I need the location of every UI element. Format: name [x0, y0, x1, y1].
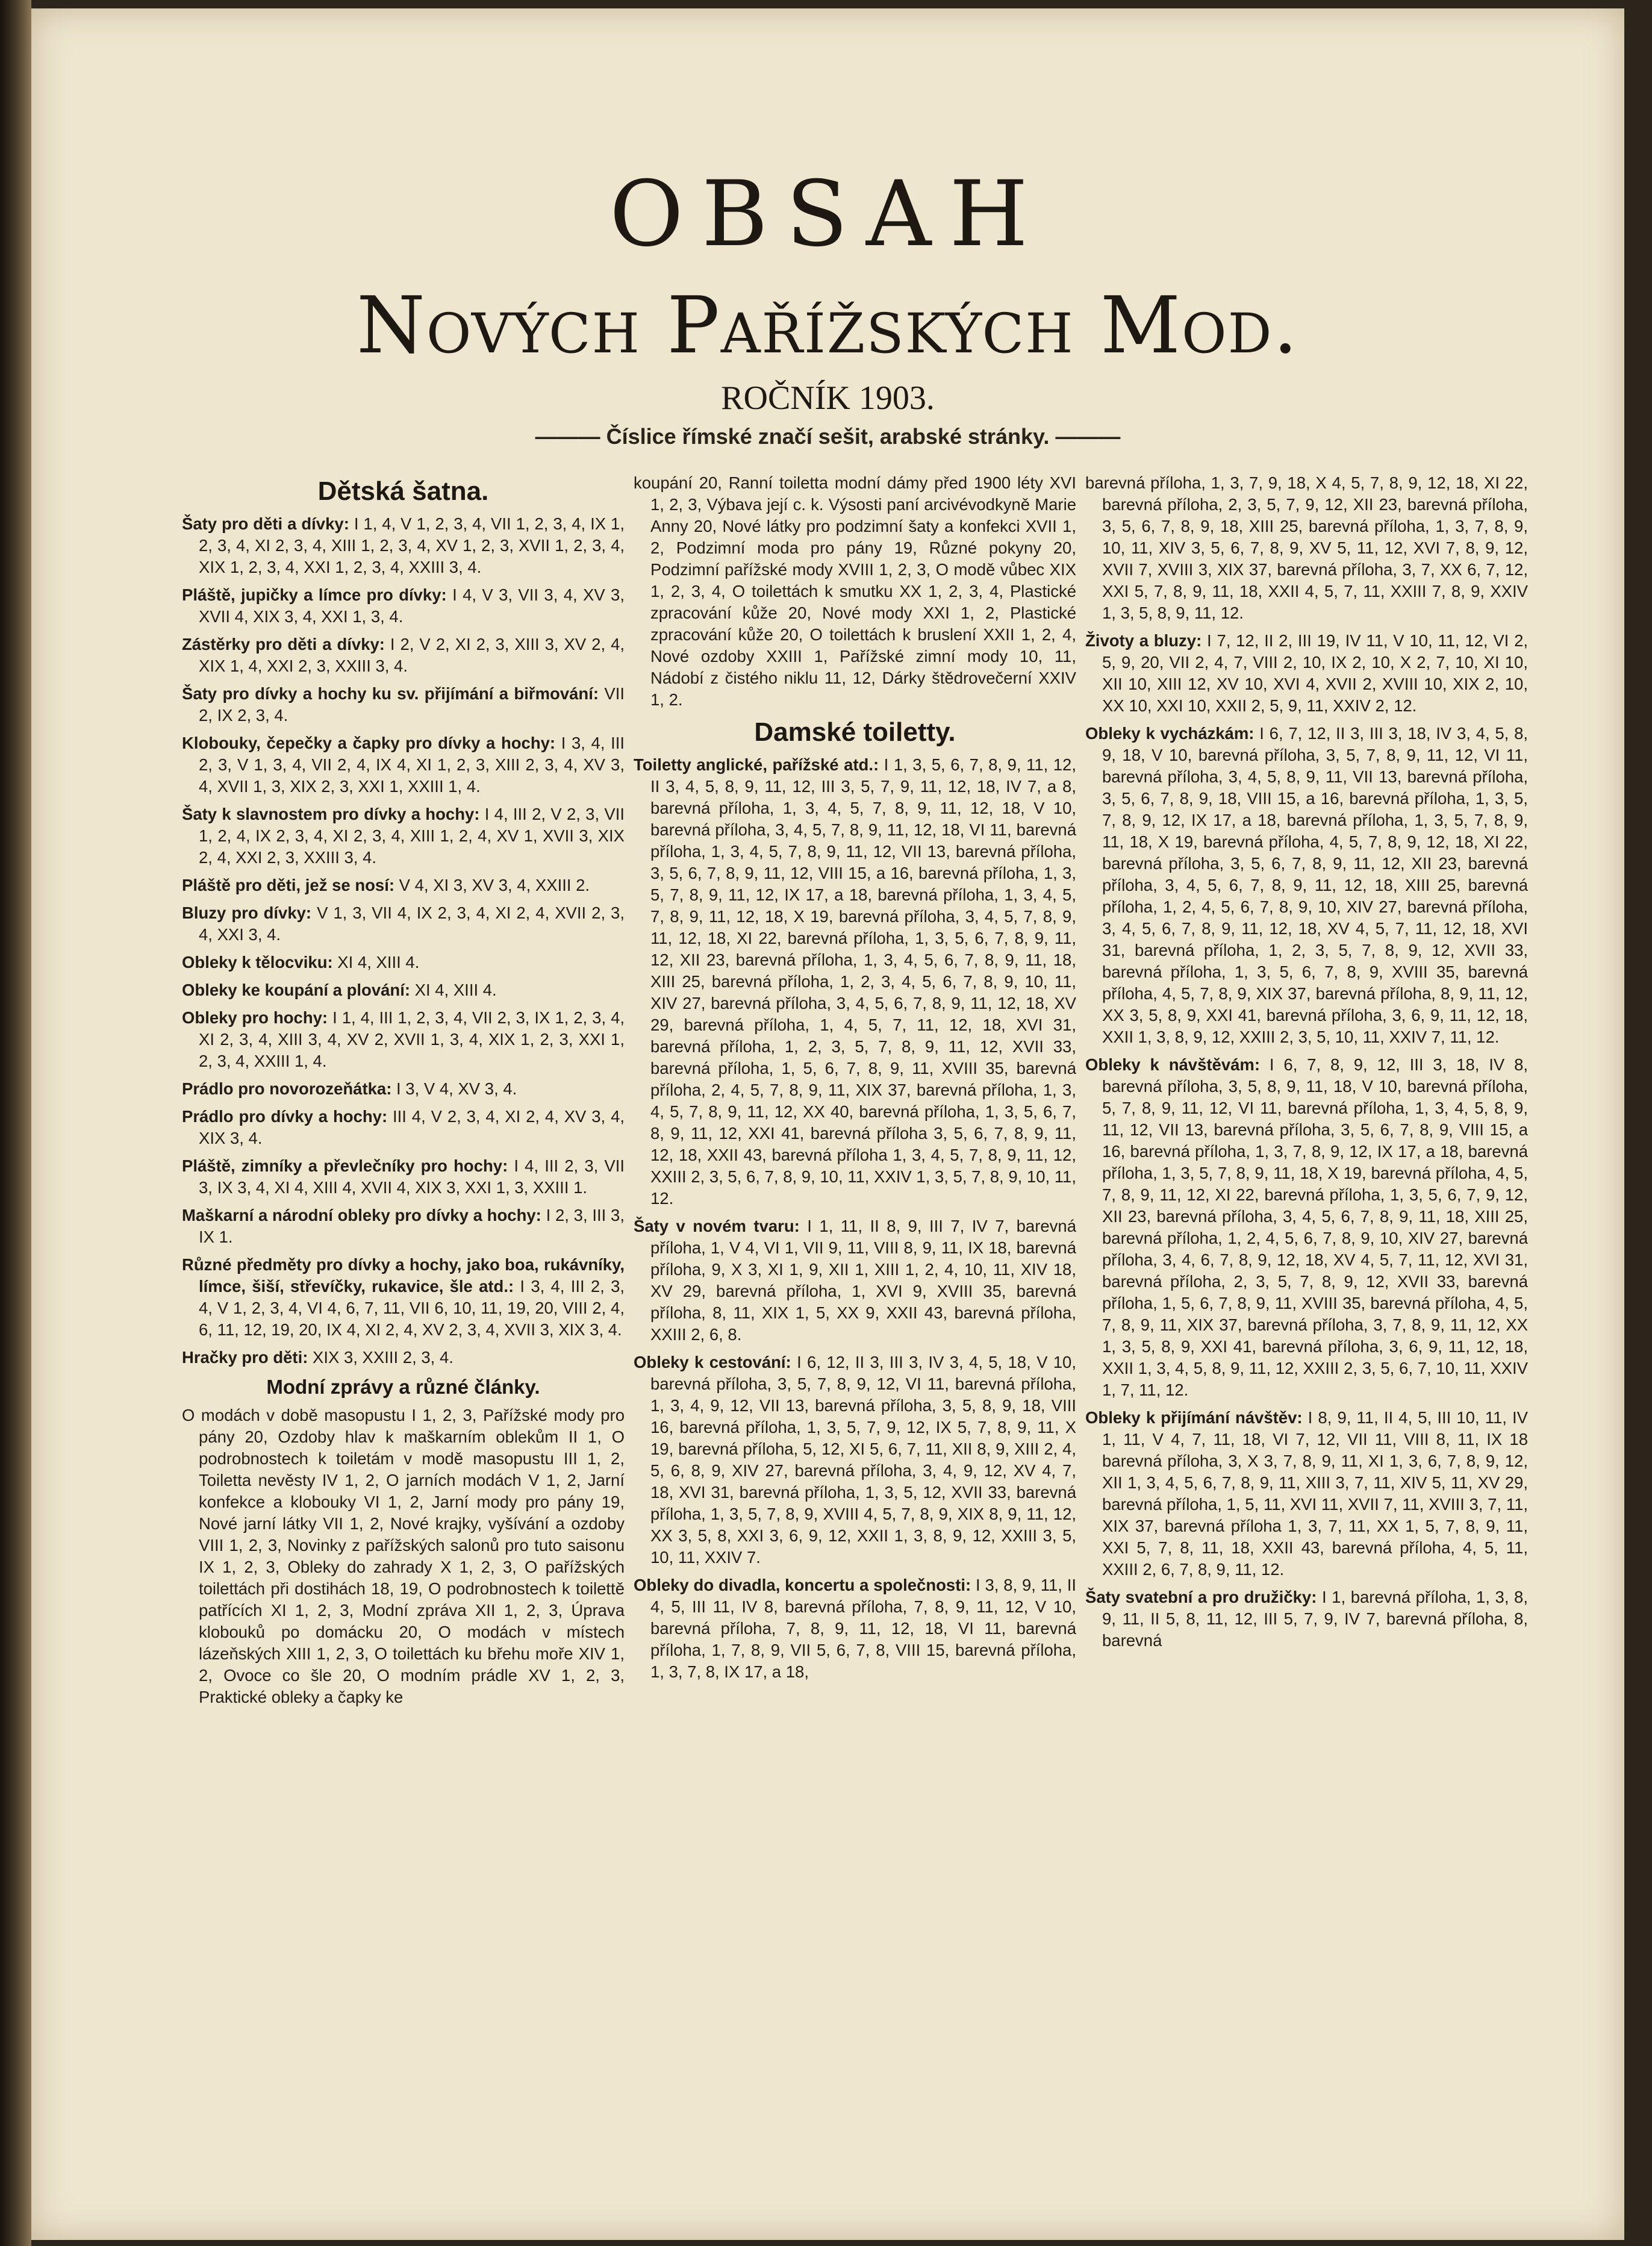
numbering-note: ——— Číslice římské značí sešit, arabské stránky. ——— — [535, 424, 1121, 449]
index-entry — [182, 1007, 625, 1072]
index-entry — [182, 584, 625, 628]
index-entry — [182, 513, 625, 578]
entry-references: I 7, 12, II 2, III 19, IV 11, V 10, 11, 12, VI 2, 5, 9, 20, VII 2, 4, 7, VIII 2, 10, IX 2, 10, X 2, 7, 10, XI 10, XII 10, XIII 12, XV 10, XVI 4, XVII 2, XVIII 10, XIX 2, 10, XX 10, XXI 10, XXII 2, 5, 9, 11, XXIV 2, 12. — [1102, 631, 1528, 715]
index-entry — [182, 875, 625, 896]
index-entry — [634, 1352, 1076, 1568]
index-entry — [182, 902, 625, 946]
volume-year: ROČNÍK 1903. — [721, 379, 935, 417]
entry-label: Pláště, jupičky a límce pro dívky: — [182, 585, 447, 604]
entry-label: Pláště, zimníky a převlečníky pro hochy: — [182, 1156, 508, 1175]
entry-references: I 8, 9, 11, II 4, 5, III 10, 11, IV 1, 11, V 4, 7, 11, 18, VI 7, 12, VII 11, VIII 8, 11, IX 18 barevná příloha, 3, X 3, 7, 8, 9, 11, XI 1, 3, 6, 7, 8, 9, 12, XII 1, 3, 4, 5, 6, 7, 8, 9, 11, XIII 3, 7, 11, XIV 5, 11, XV 29, barevná příloha, 1, 5, 11, XVI 11, XVII 7, 11, XVIII 3, 7, 11, XIX 37, barevná příloha 1, 3, 7, 11, XX 1, 5, 7, 8, 9, 11, XXI 5, 7, 8, 11, 18, XXII 43, barevná příloha, 4, 5, 11, XXIII 2, 6, 7, 8, 9, 11, 12. — [1102, 1408, 1528, 1579]
entry-label: Obleky k cestování: — [634, 1353, 791, 1371]
entry-label: Obleky k návštěvám: — [1085, 1055, 1261, 1074]
column-2 — [634, 472, 1076, 2231]
entry-references: I 4, V 3, VII 3, 4, XV 3, XVII 4, XIX 3, 4, XXI 1, 3, 4. — [199, 585, 625, 626]
entry-references: V 4, XI 3, XV 3, 4, XXIII 2. — [399, 876, 590, 894]
entry-label: Obleky k tělocviku: — [182, 953, 333, 972]
entry-references: I 1, 11, II 8, 9, III 7, IV 7, barevná příloha, 1, V 4, VI 1, VII 9, 11, VIII 8, 9, 11, IX 18, barevná příloha, 9, X 3, XI 1, 9, XII 1, XIII 1, 2, 4, 10, 11, XIV 18, XV 29, barevná příloha, 1, XVI 9, XVIII 35, barevná příloha, 8, 11, XIX 1, 5, XX 9, XXII 43, barevná příloha, XXIII 2, 6, 8. — [650, 1217, 1076, 1344]
entry-references: I 2, 3, III 3, IX 1. — [199, 1206, 625, 1246]
index-entry — [182, 952, 625, 973]
index-entry — [182, 1254, 625, 1341]
index-entry — [634, 1215, 1076, 1346]
entry-references: I 3, 8, 9, 11, II 4, 5, III 11, IV 8, barevná příloha, 7, 8, 9, 11, 12, V 10, barevná příloha, 7, 8, 9, 11, 12, 18, VI 11, barevná příloha, 1, 7, 8, 9, VII 5, 6, 7, 8, VIII 15, barevná příloha, 1, 3, 7, 8, IX 17, a 18, — [650, 1576, 1076, 1681]
entry-references: I 6, 7, 8, 9, 12, III 3, 18, IV 8, barevná příloha, 3, 5, 8, 9, 11, 18, V 10, barevná příloha, 5, 7, 8, 9, 11, 12, VI 11, barevná příloha, 1, 3, 4, 5, 8, 9, 11, 12, VII 13, barevná příloha, 3, 5, 6, 7, 8, 9, VIII 15, a 16, barevná příloha, 1, 3, 7, 8, 9, 12, IX 17, a 18, barevná příloha, 1, 3, 5, 7, 8, 9, 11, 18, X 19, barevná příloha, 4, 5, 7, 8, 9, 11, 12, XI 22, barevná příloha, 1, 3, 5, 6, 7, 9, 12, XII 23, barevná příloha, 3, 4, 5, 6, 7, 8, 9, 11, 18, XIII 25, barevná příloha, 1, 2, 4, 5, 6, 7, 8, 9, 10, XIV 27, barevná příloha, 3, 4, 6, 7, 8, 9, 12, 18, XV 4, 5, 7, 11, 12, XVI 31, barevná příloha, 2, 3, 5, 7, 8, 9, 12, XVII 33, barevná příloha, 1, 5, 6, 7, 8, 9, 11, XVIII 35, barevná příloha, 4, 5, 7, 8, 9, 11, XIX 37, barevná příloha, 3, 7, 8, 9, 11, 12, XX 1, 3, 5, 8, 9, XXI 41, barevná příloha, 3, 6, 9, 11, 12, 18, XXII 1, 3, 4, 5, 8, 9, 11, 12, XXIII 2, 3, 5, 6, 7, 10, 11, XXIV 1, 7, 11, 12. — [1102, 1055, 1528, 1399]
entry-references: III 4, V 2, 3, 4, XI 2, 4, XV 3, 4, XIX 3, 4. — [199, 1107, 625, 1147]
articles-paragraph-continued: koupání 20, Ranní toiletta modní dámy před 1900 léty XVI 1, 2, 3, Výbava její c. k. Výsosti paní arcivévodkyně Marie Anny 20, Nové látky pro podzimní šaty a konfekci XVII 1, 2, Podzimní moda pro pány 19, Různé pokyny 20, Podzimní pařížské mody XVIII 1, 2, 3, O modě vůbec XIX 1, 2, 3, 4, O toilettách k smutku XX 1, 2, 3, 4, Plastické zpracování kůže 20, Nové mody XXI 1, 2, Plastické zpracování kůže 20, O toilettách k bruslení XXII 1, 2, 4, Nové ozdoby XXIII 1, Pařížské zimní mody 10, 11, Nádobí z čistého niklu 11, 12, Dárky štědrovečerní XXIV 1, 2. — [634, 473, 1076, 709]
entry-references: I 1, 3, 5, 6, 7, 8, 9, 11, 12, II 3, 4, 5, 8, 9, 11, 12, III 3, 5, 7, 9, 11, 12, 18, IV 7, a 8, barevná příloha, 1, 3, 4, 5, 7, 8, 9, 11, 12, 18, V 10, barevná příloha, 3, 4, 5, 7, 8, 9, 11, 12, 18, VI 11, barevná příloha, 1, 3, 4, 5, 7, 8, 9, 11, 12, VII 13, barevná příloha, 3, 5, 6, 7, 8, 9, 11, 12, VIII 15, a 16, barevná příloha, 1, 3, 5, 7, 8, 9, 11, 12, IX 17, a 18, barevná příloha, 1, 3, 4, 5, 7, 8, 9, 11, 12, 18, X 19, barevná příloha, 3, 4, 5, 7, 8, 9, 11, 12, 18, XI 22, barevná příloha, 1, 3, 5, 6, 7, 8, 9, 11, 12, XII 23, barevná příloha, 1, 3, 4, 5, 6, 7, 8, 9, 11, 18, XIII 25, barevná příloha, 1, 2, 3, 4, 5, 6, 7, 8, 9, 10, 11, XIV 27, barevná příloha, 3, 4, 5, 6, 7, 8, 9, 11, 12, 18, XV 29, barevná příloha, 1, 4, 5, 7, 11, 12, 18, XVI 31, barevná příloha, 1, 2, 3, 5, 7, 8, 9, 11, 12, XVII 33, barevná příloha, 1, 5, 6, 7, 8, 9, 11, XVIII 35, barevná příloha, 2, 4, 5, 7, 8, 9, 11, XIX 37, barevná příloha, 1, 3, 4, 5, 7, 8, 9, 11, 12, XX 40, barevná příloha, 1, 3, 5, 6, 7, 8, 9, 11, 12, XXI 41, barevná příloha 3, 5, 6, 7, 8, 9, 11, 12, 18, XXII 43, barevná příloha 1, 3, 4, 5, 7, 8, 9, 11, 12, XXIII 2, 3, 5, 6, 7, 8, 9, 10, 11, XXIV 1, 3, 5, 7, 8, 9, 10, 11, 12. — [650, 755, 1076, 1208]
index-entry — [182, 803, 625, 869]
entry-references: I 1, barevná příloha, 1, 3, 8, 9, 11, II 5, 8, 11, 12, III 5, 7, 9, IV 7, barevná příloha, 8, barevná — [1102, 1588, 1528, 1650]
index-entry — [1085, 1586, 1528, 1652]
index-entry — [182, 1106, 625, 1149]
column-3 — [1085, 472, 1528, 2231]
index-entry — [182, 1205, 625, 1248]
index-entry — [1085, 1407, 1528, 1580]
section-heading-fashion-news: Modní zprávy a různé články. — [266, 1376, 540, 1398]
index-entry — [182, 683, 625, 726]
entry-references: I 3, 4, III 2, 3, 4, V 1, 2, 3, 4, VI 4, 6, 7, 11, VII 6, 10, 11, 19, 20, VIII 2, 4, 6, 11, 12, 19, 20, IX 4, XI 2, 4, XV 2, 3, 4, XVII 3, XIX 3, 4. — [199, 1277, 625, 1339]
entry-label: Obleky pro hochy: — [182, 1008, 328, 1027]
entry-label: Obleky k vycházkám: — [1085, 724, 1255, 743]
index-entry — [182, 1347, 625, 1368]
entry-references: I 2, V 2, XI 2, 3, XIII 3, XV 2, 4, XIX 1, 4, XXI 2, 3, XXIII 3, 4. — [199, 635, 625, 675]
entry-references: XI 4, XIII 4. — [337, 953, 420, 972]
entry-label: Šaty pro děti a dívky: — [182, 514, 349, 533]
index-entry — [634, 1574, 1076, 1683]
section-heading-childrens-wear: Dětská šatna. — [317, 476, 489, 506]
index-entry — [1085, 1054, 1528, 1401]
entry-label: Obleky do divadla, koncertu a společnosti: — [634, 1576, 971, 1594]
page-subtitle: Nových Pařížských Mod. — [357, 279, 1299, 371]
entry-references: VII 2, IX 2, 3, 4. — [199, 684, 625, 725]
index-entry — [182, 634, 625, 677]
entry-label: Životy a bluzy: — [1085, 631, 1202, 650]
entry-references: I 3, 4, III 2, 3, V 1, 3, 4, VII 2, 4, IX 4, XI 1, 2, 3, XIII 2, 3, 4, XV 3, 4, XVII 1, 3, XIX 2, 3, XXI 1, XXIII 1, 4. — [199, 734, 625, 796]
book-spine-shadow — [0, 0, 31, 2246]
column-1 — [182, 472, 625, 2231]
entry-label: Hračky pro děti: — [182, 1348, 308, 1367]
document-page — [31, 8, 1624, 2240]
index-entry — [182, 1155, 625, 1199]
entry-label: Šaty v novém tvaru: — [634, 1217, 800, 1235]
entry-references: I 4, III 2, 3, VII 3, IX 3, 4, XI 4, XIII 4, XVII 4, XIX 3, XXI 1, 3, XXIII 1. — [199, 1156, 625, 1197]
entry-label: Obleky k přijímání návštěv: — [1085, 1408, 1303, 1427]
index-entry — [634, 754, 1076, 1209]
entry-label: Prádlo pro novorozeňátka: — [182, 1079, 392, 1098]
entry-label: Různé předměty pro dívky a hochy, jako boa, rukávníky, límce, šiší, střevíčky, rukavice, šle atd.: — [182, 1255, 625, 1296]
page-title: OBSAH — [609, 162, 1047, 267]
entry-references: I 1, 4, V 1, 2, 3, 4, VII 1, 2, 3, 4, IX 1, 2, 3, 4, XI 2, 3, 4, XIII 1, 2, 3, 4, XV 1, 2, 3, XVII 1, 2, 3, 4, XIX 1, 2, 3, 4, XXI 1, 2, 3, 4, XXIII 3, 4. — [199, 514, 625, 576]
index-entry — [1085, 723, 1528, 1048]
entry-references: XI 4, XIII 4. — [414, 981, 497, 999]
entry-references: I 6, 7, 12, II 3, III 3, 18, IV 3, 4, 5, 8, 9, 18, V 10, barevná příloha, 3, 5, 7, 8, 9, 11, 12, VI 11, barevná příloha, 3, 4, 5, 8, 9, 11, VII 13, barevná příloha, 3, 5, 6, 7, 8, 9, 18, VIII 15, a 16, barevná příloha, 1, 3, 5, 7, 8, 9, 12, IX 17, a 18, barevná příloha, 1, 3, 5, 7, 8, 9, 11, 18, X 19, barevná příloha, 4, 5, 7, 8, 9, 12, 18, XI 22, barevná příloha, 3, 5, 6, 7, 8, 9, 11, 12, XII 23, barevná příloha, 3, 4, 5, 6, 7, 8, 9, 11, 12, 18, XIII 25, barevná příloha, 1, 2, 4, 5, 6, 7, 8, 9, 10, XIV 27, barevná příloha, 3, 4, 5, 6, 7, 8, 9, 11, 12, 18, XV 4, 5, 7, 11, 12, 18, XVI 31, barevná příloha, 1, 2, 3, 5, 7, 8, 9, 12, XVII 33, barevná příloha, 1, 3, 5, 6, 7, 8, 9, XVIII 35, barevná příloha, 4, 5, 7, 8, 9, XIX 37, barevná příloha, 8, 9, 11, 12, XX 3, 5, 8, 9, XXI 41, barevná příloha, 3, 6, 9, 11, 12, 18, XXII 1, 3, 8, 9, 12, XXIII 2, 3, 5, 10, 11, XXIV 7, 11, 12. — [1102, 724, 1528, 1046]
entry-references: I 3, V 4, XV 3, 4. — [396, 1079, 517, 1098]
entry-references: I 4, III 2, V 2, 3, VII 1, 2, 4, IX 2, 3, 4, XI 2, 3, 4, XIII 1, 2, 4, XV 1, XVII 3, XIX 2, 4, XXI 2, 3, XXIII 3, 4. — [199, 805, 625, 867]
entry-label: Toiletty anglické, pařížské atd.: — [634, 755, 879, 774]
section-heading-ladies-toilettes: Damské toiletty. — [754, 717, 956, 747]
index-entry — [182, 732, 625, 797]
index-entry — [1085, 630, 1528, 717]
entry-references: XIX 3, XXIII 2, 3, 4. — [313, 1348, 454, 1367]
index-entry — [182, 1078, 625, 1100]
entry-references: I 1, 4, III 1, 2, 3, 4, VII 2, 3, IX 1, 2, 3, 4, XI 2, 3, 4, XIII 3, 4, XV 2, XVII 1, 3, 4, XIX 1, 2, 3, XXI 1, 2, 3, 4, XXIII 1, 4. — [199, 1008, 625, 1070]
entry-label: Obleky ke koupání a plování: — [182, 981, 410, 999]
entry-label: Pláště pro děti, jež se nosí: — [182, 876, 395, 894]
entry-label: Šaty k slavnostem pro dívky a hochy: — [182, 805, 480, 823]
index-entry — [182, 979, 625, 1001]
entry-references: V 1, 3, VII 4, IX 2, 3, 4, XI 2, 4, XVII 2, 3, 4, XXI 3, 4. — [199, 903, 625, 944]
entry-references: I 6, 12, II 3, III 3, IV 3, 4, 5, 18, V 10, barevná příloha, 3, 5, 7, 8, 9, 12, VI 11, barevná příloha, 1, 3, 4, 9, 12, VII 13, barevná příloha, 3, 5, 8, 9, 18, VIII 16, barevná příloha, 1, 3, 5, 7, 9, 12, IX 5, 7, 8, 9, 11, X 19, barevná příloha, 5, 12, XI 5, 6, 7, 11, XII 8, 9, XIII 2, 4, 5, 6, 8, 9, XIV 27, barevná příloha, 3, 4, 9, 12, XV 4, 7, 18, XVI 31, barevná příloha, 1, 3, 5, 12, XVII 33, barevná příloha, 1, 3, 5, 7, 8, 9, XVIII 4, 5, 7, 8, 9, XIX 8, 9, 11, 12, XX 3, 5, 8, XXI 3, 6, 9, 12, XXII 1, 3, 8, 9, 12, XXIII 3, 5, 10, 11, XXIV 7. — [650, 1353, 1076, 1567]
entry-label: Šaty pro dívky a hochy ku sv. přijímání a biřmování: — [182, 684, 599, 703]
entry-continued: barevná příloha, 1, 3, 7, 9, 18, X 4, 5, 7, 8, 9, 12, 18, XI 22, barevná příloha, 2, 3, 5, 7, 9, 12, XII 23, barevná příloha, 3, 5, 6, 7, 8, 9, 18, XIII 25, barevná příloha, 1, 3, 7, 8, 9, 10, 11, XIV 3, 5, 6, 7, 8, 9, XV 5, 11, 12, XVI 7, 8, 9, 12, XVII 7, XVIII 3, XIX 37, barevná příloha, 3, 7, XX 6, 7, 12, XXI 5, 7, 8, 9, 11, 18, XXII 4, 5, 7, 11, XXIII 7, 8, 9, XXIV 1, 3, 5, 8, 9, 11, 12. — [1085, 473, 1528, 622]
entry-label: Klobouky, čepečky a čapky pro dívky a hochy: — [182, 734, 556, 752]
articles-paragraph: O modách v době masopustu I 1, 2, 3, Pařížské mody pro pány 20, Ozdoby hlav k maškarním oblekům II 1, O podrobnostech k toiletám v modě masopustu III 1, 2, Toiletta nevěsty IV 1, 2, O jarních modách V 1, 2, Jarní konfekce a klobouky VI 1, 2, Jarní mody pro pány 19, Nové jarní látky VII 1, 2, Nové krajky, vyšívání a ozdoby VIII 1, 2, 3, Novinky z pařížských salonů pro tuto saisonu IX 1, 2, 3, Obleky do zahrady X 1, 2, 3, O pařížských toilettách při dostihách 18, 19, O podrobnostech k toilettě patřících XI 1, 2, 3, Modní zpráva XII 1, 2, 3, Úprava klobouků po domácku 20, O modách v místech lázeňských XIII 1, 2, 3, O toilettách ku břehu moře XIV 1, 2, Ovoce co šle 20, O modním prádle XV 1, 2, 3, Praktické obleky a čapky ke — [182, 1406, 625, 1706]
entry-label: Maškarní a národní obleky pro dívky a hochy: — [182, 1206, 541, 1224]
entry-label: Prádlo pro dívky a hochy: — [182, 1107, 388, 1126]
entry-label: Šaty svatební a pro družičky: — [1085, 1588, 1317, 1606]
entry-label: Zástěrky pro děti a dívky: — [182, 635, 385, 654]
entry-label: Bluzy pro dívky: — [182, 903, 312, 922]
